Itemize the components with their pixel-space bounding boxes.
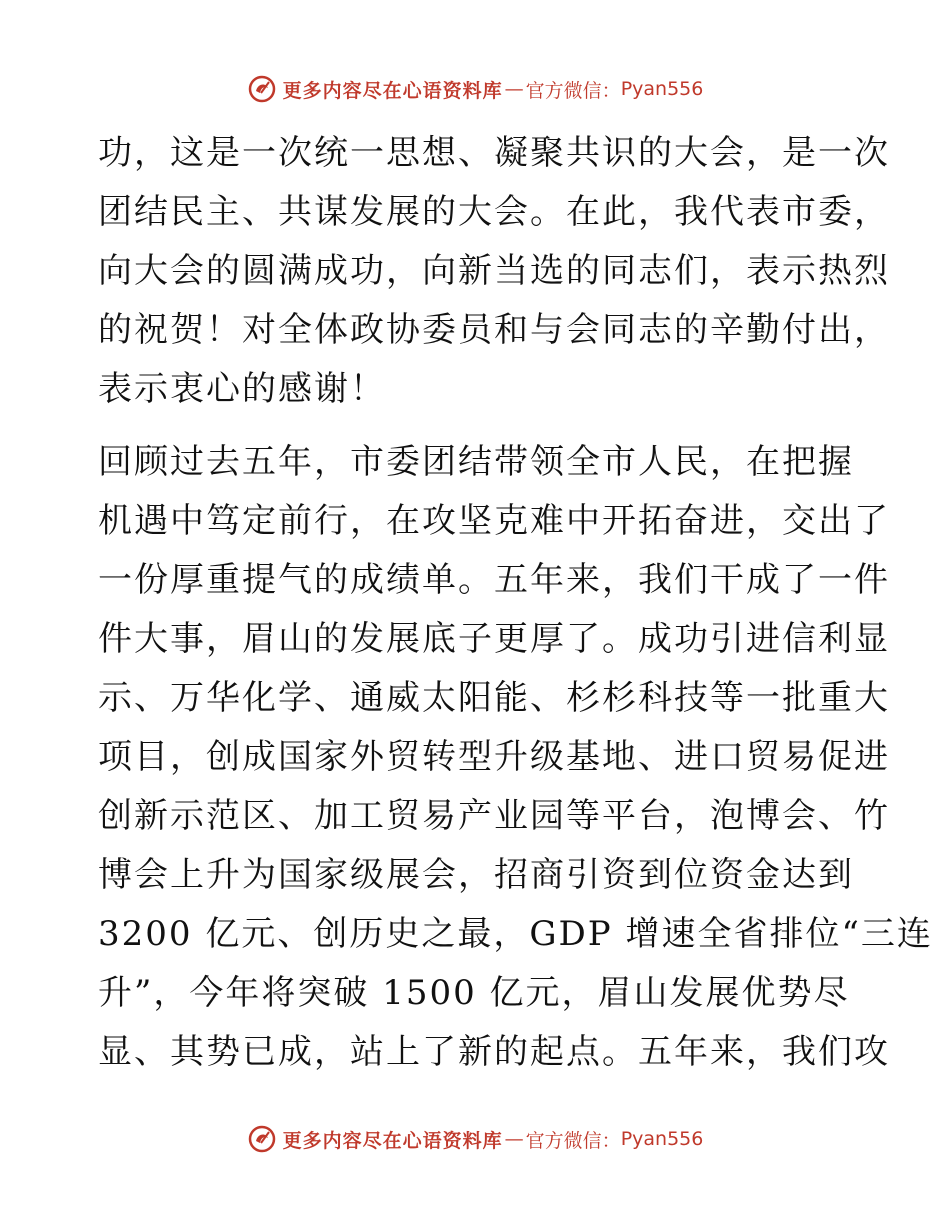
text-line: 一份厚重提气的成绩单。五年来，我们干成了一件 (98, 560, 890, 600)
paragraph (98, 433, 933, 1082)
text-line: 示、万华化学、通威太阳能、杉杉科技等一批重大 (98, 678, 890, 718)
header-watermark (0, 74, 950, 104)
watermark-official-label: 官方微信： (525, 79, 621, 102)
text-line: 向大会的圆满成功，向新当选的同志们，表示热烈 (98, 251, 890, 291)
watermark-separator: — (504, 78, 524, 100)
rose-pen-logo-icon (247, 74, 277, 104)
rose-pen-logo-icon (247, 1124, 277, 1154)
watermark-wechat-id: Pyan556 (620, 78, 704, 100)
text-line: 3200 亿元、创历史之最，GDP 增速全省排位“三连 (98, 914, 933, 954)
text-line: 项目，创成国家外贸转型升级基地、进口贸易促进 (98, 737, 890, 777)
text-line: 件大事，眉山的发展底子更厚了。成功引进信利显 (98, 619, 890, 659)
text-line: 功，这是一次统一思想、凝聚共识的大会，是一次 (98, 133, 890, 173)
watermark-official-label: 官方微信： (525, 1129, 621, 1152)
text-line: 团结民主、共谋发展的大会。在此，我代表市委， (98, 192, 890, 232)
watermark-brand: 更多内容尽在心语资料库 (282, 1129, 503, 1152)
watermark-brand: 更多内容尽在心语资料库 (282, 79, 503, 102)
text-line: 博会上升为国家级展会，招商引资到位资金达到 (98, 855, 854, 895)
text-line: 回顾过去五年，市委团结带领全市人民，在把握 (98, 442, 854, 482)
text-line: 创新示范区、加工贸易产业园等平台，泡博会、竹 (98, 796, 890, 836)
text-line: 表示衷心的感谢！ (98, 369, 386, 409)
paragraph (98, 124, 890, 419)
text-line: 机遇中笃定前行，在攻坚克难中开拓奋进，交出了 (98, 501, 890, 541)
text-line: 升”，今年将突破 1500 亿元，眉山发展优势尽 (98, 973, 850, 1013)
watermark-separator: — (504, 1128, 524, 1150)
text-line: 显、其势已成，站上了新的起点。五年来，我们攻 (98, 1032, 890, 1072)
watermark-wechat-id: Pyan556 (620, 1128, 704, 1150)
text-line: 的祝贺！对全体政协委员和与会同志的辛勤付出， (98, 310, 890, 350)
paragraph-gap (98, 419, 858, 433)
document-body (98, 124, 933, 1082)
footer-watermark (0, 1124, 950, 1154)
